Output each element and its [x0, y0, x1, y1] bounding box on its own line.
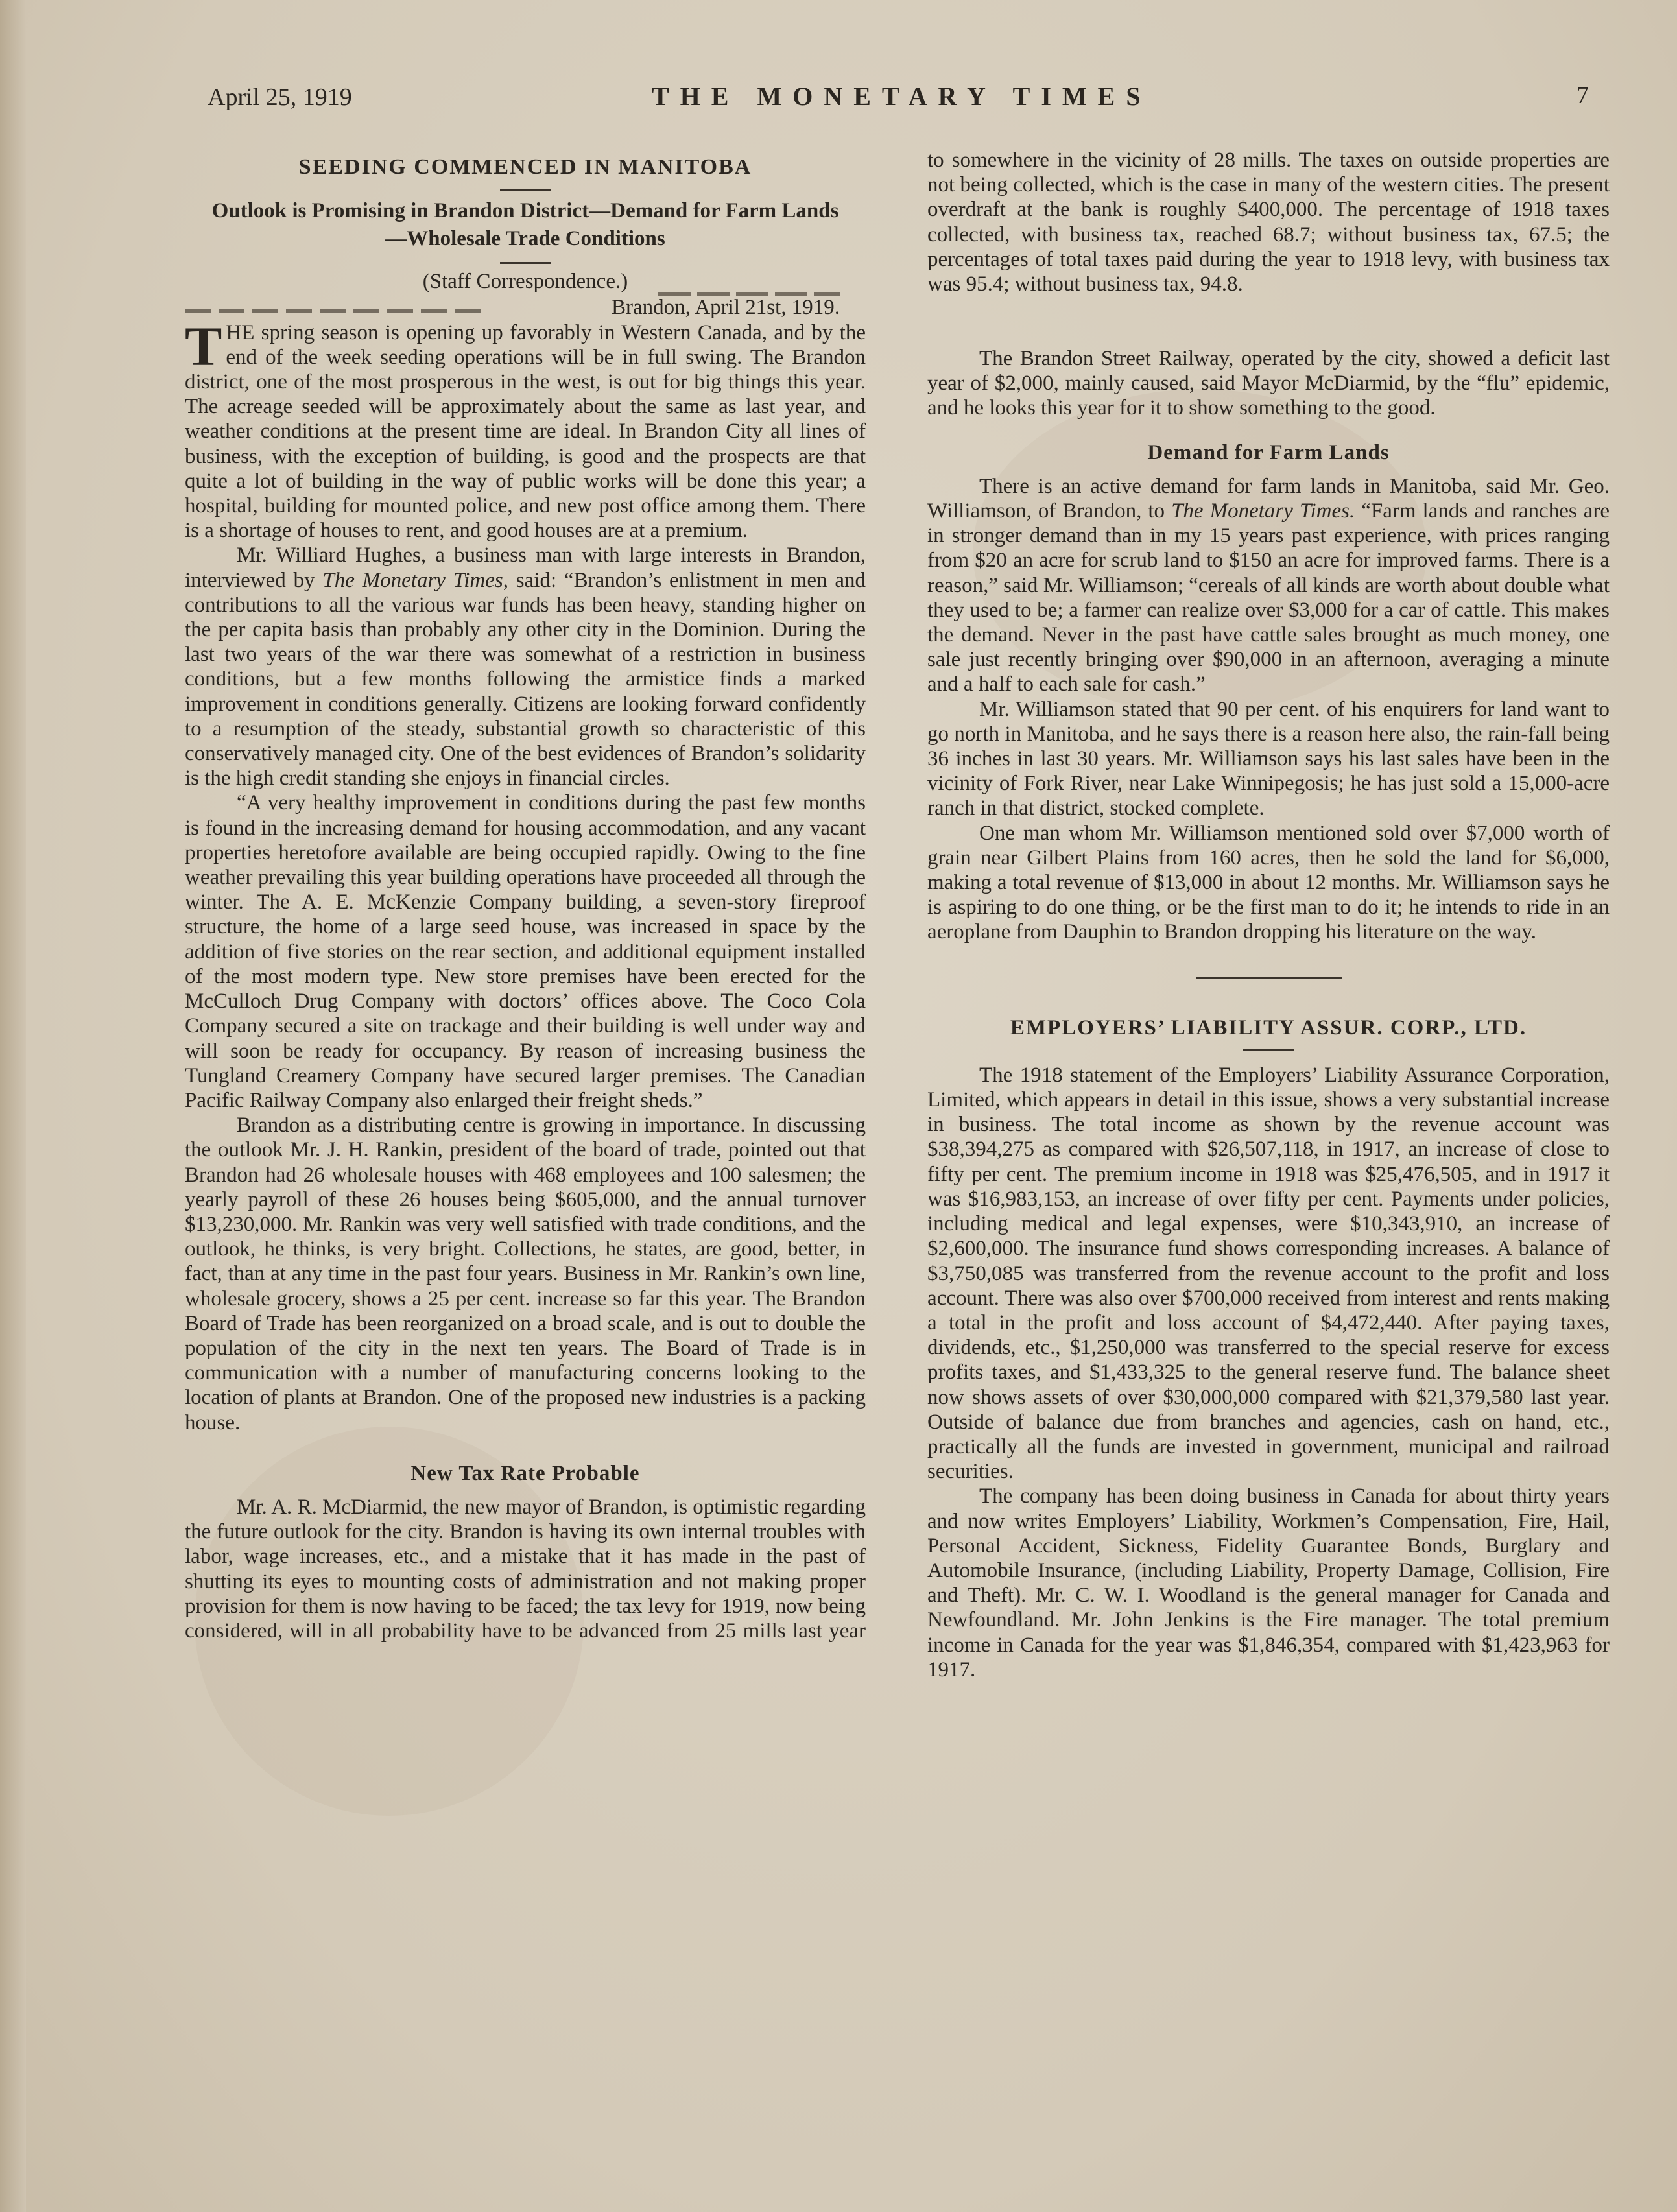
paragraph — [185, 543, 866, 791]
paragraph: “A very healthy improvement in conditions during the past few months is found in the increasing demand for housing accommodation, and any vacant properties heretofore available are being occupied rapidly. Owing to the fine weather prevailing this year building operations have proceeded all through the winter. The A. E. McKenzie Company building, a seven-story fireproof structure, the home of a large seed house, was increased in space by the addition of five stories on the rear section, and additional equipment installed of the most modern type. New store premises have been erected for the McCulloch Drug Company with doctors’ offices above. The Coco Cola Company secured a site on trackage and their building is well under way and will soon be ready for occupancy. By reason of increasing business the Tungland Creamery Company have secured larger premises. The Canadian Pacific Railway Company also enlarged their freight sheds.” — [185, 791, 866, 1112]
spacer — [927, 421, 1610, 440]
subheading: New Tax Rate Probable — [410, 1461, 640, 1485]
paragraph: The company has been doing business in Canada for about thirty years and now writes Employers’ Liability, Workmen’s Compensation, Fire, Hail, Personal Accident, Sickness, Fidelity Guarantee Bonds, Burglary and Automobile Insurance, (including Liability, Property Damage, Collision, Fire and Theft). Mr. C. W. I. Woodland is the general manager for Canada and Newfoundland. Mr. John Jenkins is the Fire manager. The total premium income in Canada for the year was $1,846,354, compared with $1,423,963 for 1917. — [927, 1484, 1610, 1682]
paragraph-text: “Farm lands and ranches are in stronger demand than in my 15 years past experience, with prices ranging from $20 an acre for scrub land to $150 an acre for improved farms. There is a reason,” said Mr. Williamson; “cereals of all kinds are worth about double what they used to be; a farmer can realize over $3,000 for a car of cattle. This makes the demand. Never in the past have cattle sales brought as much money, one sale just recently bringing over $90,000 in an afternoon, averaging a minute and a half to each sale for cash.” — [927, 499, 1610, 696]
decorative-rule — [658, 292, 840, 296]
paragraph-text: to somewhere in the vicinity of 28 mills. The taxes on outside properties are not being collected, which is the case in many of the western cities. The present overdraft at the bank is roughly $400,000. The percentage of 1918 taxes collected, with business tax, reached 68.7; without business tax, 67.5; the percentages of total taxes paid during the year to 1918 levy, with business tax was 95.4; without business tax, 94.8. — [927, 149, 1610, 296]
publication-ref: The Monetary Times. — [1171, 499, 1355, 523]
paragraph-text: Mr. Williard Hughes, a business man with large interests in Brandon, interviewed by — [185, 543, 866, 592]
spacer — [927, 979, 1610, 1005]
deck-rule — [500, 262, 551, 264]
paragraph-text: , said: “Brandon’s enlistment in men and contributions to all the various war funds has been heavy, standing higher on the per capita basis than probably any other city in the Dominion. During the last two years of the war there was somewhat of a restriction in business conditions, but a few months following the armistice finds a marked improvement in conditions generally. Citizens are looking forward confidently to a resumption of the steady, substantial growth so characteristic of this conservatively managed city. One of the best evidences of Brandon’s solidarity is the high credit standing she enjoys in financial circles. — [185, 568, 866, 791]
paragraph — [185, 315, 866, 543]
publication-title: THE MONETARY TIMES — [652, 82, 1152, 111]
issue-date: April 25, 1919 — [208, 84, 352, 111]
paragraph: Brandon as a distributing centre is growing in importance. In discussing the outlook Mr. J. H. Rankin, president of the board of trade, pointed out that Brandon had 26 wholesale houses with 468 employees and 100 salesmen; the yearly payroll of these 26 houses being $605,000, and the annual turnover $13,230,000. Mr. Rankin was very well satisfied with trade conditions, and the outlook, he thinks, is very bright. Collections, he states, are good, better, in fact, than at any time in the past four years. Business in Mr. Rankin’s own line, wholesale grocery, shows a 25 per cent. increase so far this year. The Brandon Board of Trade has been reorganized on a broad scale, and is out to double the population of the city in the next ten years. The Board of Trade is in communication with a number of manufacturing concerns looking to the location of plants at Brandon. One of the proposed new industries is a packing house. — [185, 1113, 866, 1434]
decorative-rule — [185, 309, 483, 313]
paragraph — [927, 474, 1610, 697]
article-title: SEEDING COMMENCED IN MANITOBA — [298, 155, 752, 179]
publication-ref: The Monetary Times — [322, 568, 503, 592]
paragraph: Mr. Williamson stated that 90 per cent. of his enquirers for land want to go north in Manitoba, and he says there is a reason here also, the rain-fall being 36 inches in last 30 years. Mr. Williamson says his last sales have been in the vicinity of Fork River, near Lake Winnipegosis; he has just sold a 15,000-acre ranch in that district, stocked complete. — [927, 697, 1610, 820]
right-column — [927, 148, 1610, 1682]
article-title: EMPLOYERS’ LIABILITY ASSUR. CORP., LTD. — [1010, 1016, 1527, 1040]
drop-cap: T — [185, 315, 222, 377]
title-rule — [500, 189, 551, 191]
spacer — [185, 1486, 866, 1495]
byline: (Staff Correspondence.) — [422, 270, 628, 294]
spacer — [927, 465, 1610, 474]
dateline: Brandon, April 21st, 1919. — [612, 296, 840, 320]
paragraph: Mr. A. R. McDiarmid, the new mayor of Brandon, is optimistic regarding the future outlook for the city. Brandon is having its own internal troubles with labor, wage increases, etc., and a mistake that it has made in the past of shutting its eyes to mounting costs of administration and not making proper provision for them is now having to be faced; the tax levy for 1919, now being considered, will in all probability have to be advanced from 25 mills last year — [185, 1495, 866, 1643]
paragraph-text: There is an active demand for farm lands in Manitoba, said Mr. Geo. Williamson, of Brandon, to — [927, 474, 1610, 523]
subheading: Demand for Farm Lands — [1147, 440, 1390, 464]
article-deck: Outlook is Promising in Brandon District—Demand for Farm Lands—Wholesale Trade Conditions — [211, 199, 839, 251]
paragraph: The 1918 statement of the Employers’ Liability Assurance Corporation, Limited, which appears in detail in this issue, shows a very substantial increase in business. The total income as shown by the revenue account was $38,394,275 as compared with $26,507,118, in 1917, an increase of close to fifty per cent. The premium income in 1918 was $25,476,505, and in 1917 it was $16,983,153, an increase of over fifty per cent. Payments under policies, including medical and legal expenses, were $10,343,910, an increase of $2,600,000. The insurance fund shows corresponding increases. A balance of $3,750,085 was transferred from the revenue account to the profit and loss account. There was also over $700,000 received from interest and rents making a total in the profit and loss account of $4,472,440. After paying taxes, dividends, etc., $1,250,000 was transferred to the special reserve for excess profits taxes, and $1,433,325 to the general reserve fund. The balance sheet now shows assets of over $30,000,000 compared with $21,379,580 last year. Outside of balance due from branches and agencies, cash on hand, etc., practically all the funds are invested in government, municipal and railroad securities. — [927, 1063, 1610, 1484]
spacer — [185, 1435, 866, 1461]
paragraph-continued — [927, 148, 1610, 346]
left-column — [185, 146, 866, 1717]
page-spine-shadow — [0, 0, 26, 2212]
running-head — [208, 78, 1589, 117]
dateline-block — [185, 295, 840, 320]
page-number: 7 — [1576, 82, 1589, 109]
paragraph: One man whom Mr. Williamson mentioned sold over $7,000 worth of grain near Gilbert Plains from 160 acres, then he sold the land for $6,000, making a total revenue of $13,000 in about 12 months. Mr. Williamson says he is aspiring to do one thing, or be the first man to do it; he intends to ride in an aeroplane from Dauphin to Brandon dropping his literature on the way. — [927, 821, 1610, 944]
paragraph-text: HE spring season is opening up favorably in Western Canada, and by the end of the week seeding operations will be in full swing. The Brandon district, one of the most prosperous in the west, is out for big things this year. The acreage seeded will be approximately about the same as last year, and weather conditions at the present time are ideal. In Brandon City all lines of business, with the exception of building, is good and the prospects are that quite a lot of building in the way of public works will be done this year; a hospital, building for mounted police, and new post office among them. There is a shortage of houses to rent, and good houses are at a premium. — [185, 320, 866, 543]
spacer — [927, 1051, 1610, 1063]
paragraph: The Brandon Street Railway, operated by the city, showed a deficit last year of $2,000, mainly caused, said Mayor McDiarmid, by the “flu” epidemic, and he looks this year for it to show something to the good. — [927, 347, 1610, 420]
